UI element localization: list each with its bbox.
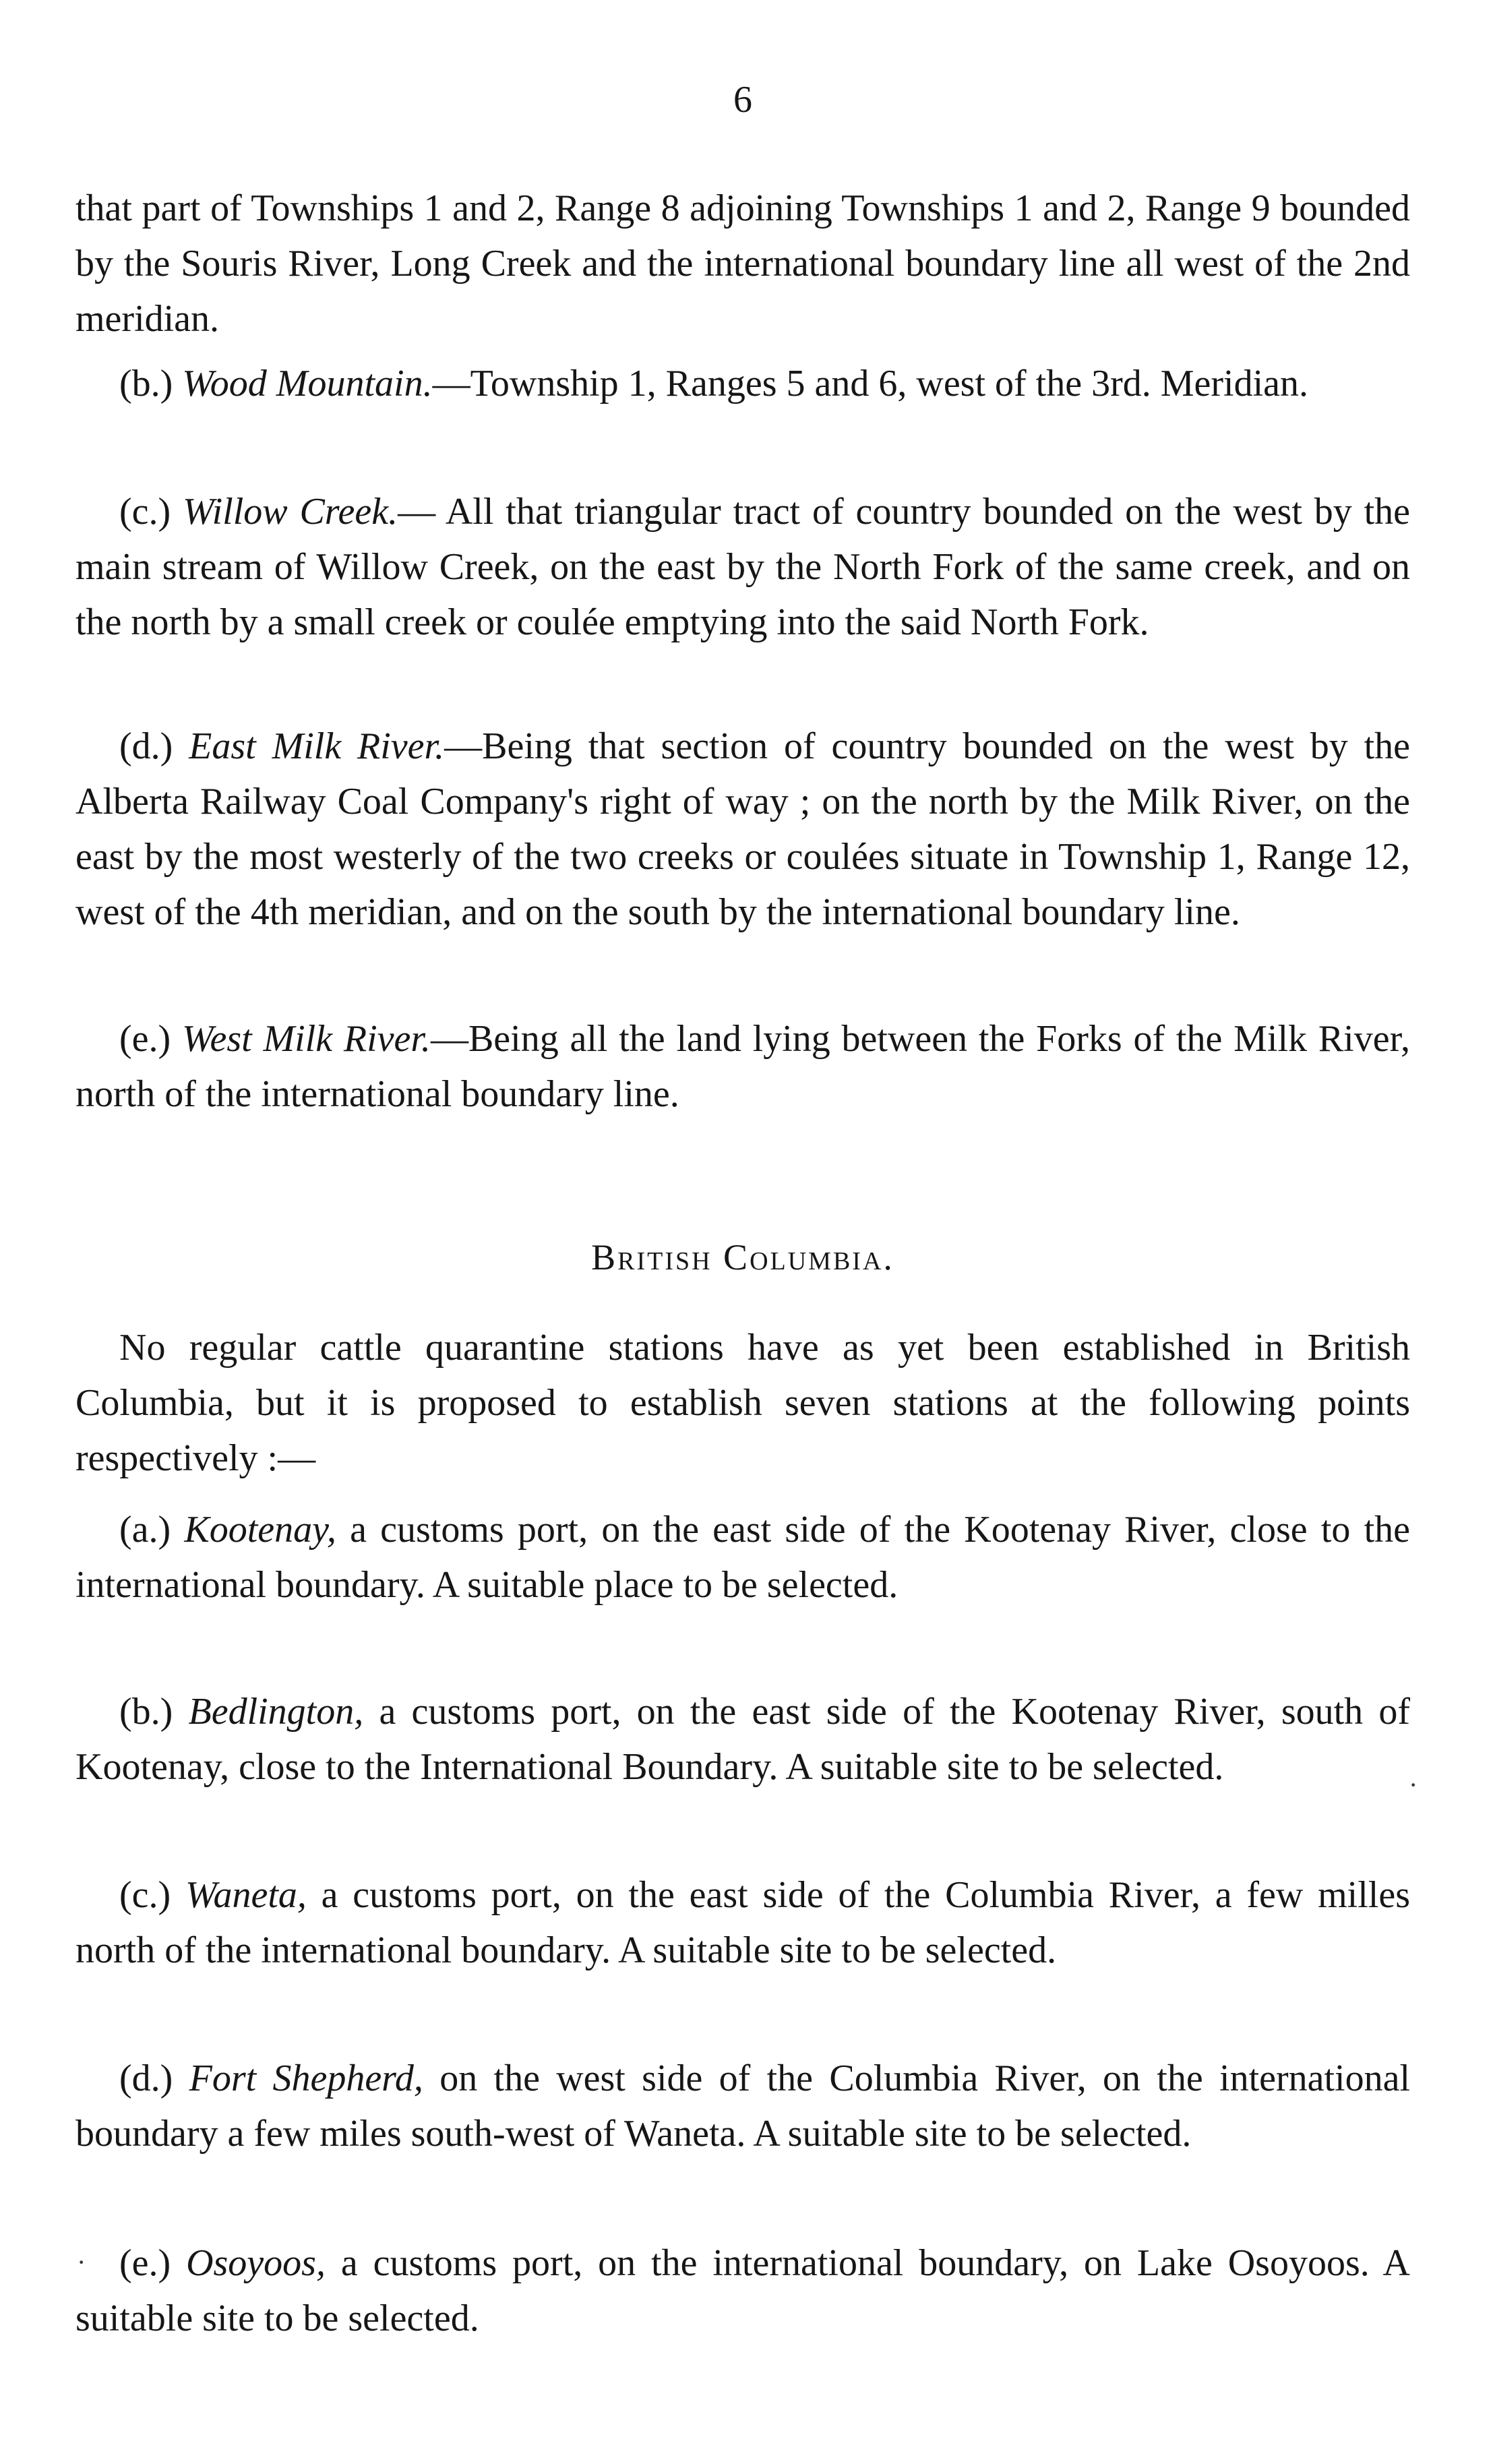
page-number: 6	[733, 79, 752, 121]
place-name: West Milk River.	[181, 1018, 431, 1060]
item-letter: (d.)	[119, 725, 173, 767]
item-letter: (b.)	[119, 1691, 173, 1733]
alberta-item-d	[75, 719, 1410, 940]
print-speck: ·	[1409, 1770, 1418, 1800]
alberta-item-b	[75, 356, 1410, 411]
print-speck: ·	[77, 2247, 86, 2277]
place-name: Kootenay,	[184, 1509, 336, 1551]
item-text: —Being all the land lying between the Forks of the Milk River, north of the international boundary line.	[75, 1018, 1410, 1115]
item-text: a customs port, on the east side of the Columbia River, a few milles north of the international boundary. A suitable site to be selected.	[75, 1874, 1411, 1971]
place-name: Bedlington,	[188, 1691, 364, 1733]
bc-item-a	[75, 1502, 1410, 1613]
place-name: Osoyoos,	[186, 2242, 326, 2284]
item-text: a customs port, on the international boundary, on Lake Osoyoos. A suitable site to be selected.	[75, 2242, 1410, 2339]
item-text: on the west side of the Columbia River, on the international boundary a few miles south-west of Waneta. A suitable site to be selected.	[75, 2057, 1411, 2155]
alberta-item-e	[75, 1011, 1410, 1122]
item-text: a customs port, on the east side of the Kootenay River, close to the international boundary. A suitable place to be selected.	[75, 1509, 1410, 1606]
item-letter: (c.)	[119, 491, 171, 533]
item-letter: (a.)	[119, 1509, 171, 1551]
place-name: Fort Shepherd,	[189, 2057, 423, 2099]
item-letter: (d.)	[119, 2057, 173, 2099]
item-text: — All that triangular tract of country bounded on the west by the main stream of Willow Creek, on the east by the North Fork of the same creek, and on the north by a small creek or coulée emptying into the said North Fork.	[75, 491, 1410, 643]
item-letter: (e.)	[119, 1018, 171, 1060]
item-text: —Being that section of country bounded on the west by the Alberta Railway Coal Company's right of way ; on the north by the Milk River, on the east by the most westerly of the two creeks or coulées situate in Township 1, Range 12, west of the 4th meridian, and on the south by the international boundary line.	[75, 725, 1411, 933]
place-name: Waneta,	[185, 1874, 307, 1916]
bc-intro-paragraph: No regular cattle quarantine stations have as yet been established in British Columbia, but it is proposed to establish seven stations at the following points respectively :—	[75, 1327, 1410, 1479]
place-name: Wood Mountain.	[182, 363, 433, 404]
section-heading: British Columbia.	[591, 1237, 894, 1278]
bc-item-b	[75, 1684, 1410, 1795]
alberta-item-c	[75, 484, 1410, 650]
bc-item-c	[75, 1867, 1410, 1978]
item-letter: (c.)	[119, 1874, 171, 1916]
bc-item-d	[75, 2051, 1410, 2161]
item-letter: (b.)	[119, 363, 173, 404]
item-letter: (e.)	[119, 2242, 171, 2284]
item-text: —Township 1, Ranges 5 and 6, west of the 3rd. Meridian.	[432, 363, 1309, 404]
bc-item-e	[75, 2235, 1410, 2346]
intro-continuation-paragraph: that part of Townships 1 and 2, Range 8 adjoining Townships 1 and 2, Range 9 bounded by the Souris River, Long Creek and the international boundary line all west of the 2nd meridian.	[75, 187, 1410, 340]
place-name: Willow Creek.	[183, 491, 398, 533]
item-text: a customs port, on the east side of the Kootenay River, south of Kootenay, close to the International Boundary. A suitable site to be selected.	[75, 1691, 1411, 1788]
place-name: East Milk River.	[189, 725, 445, 767]
